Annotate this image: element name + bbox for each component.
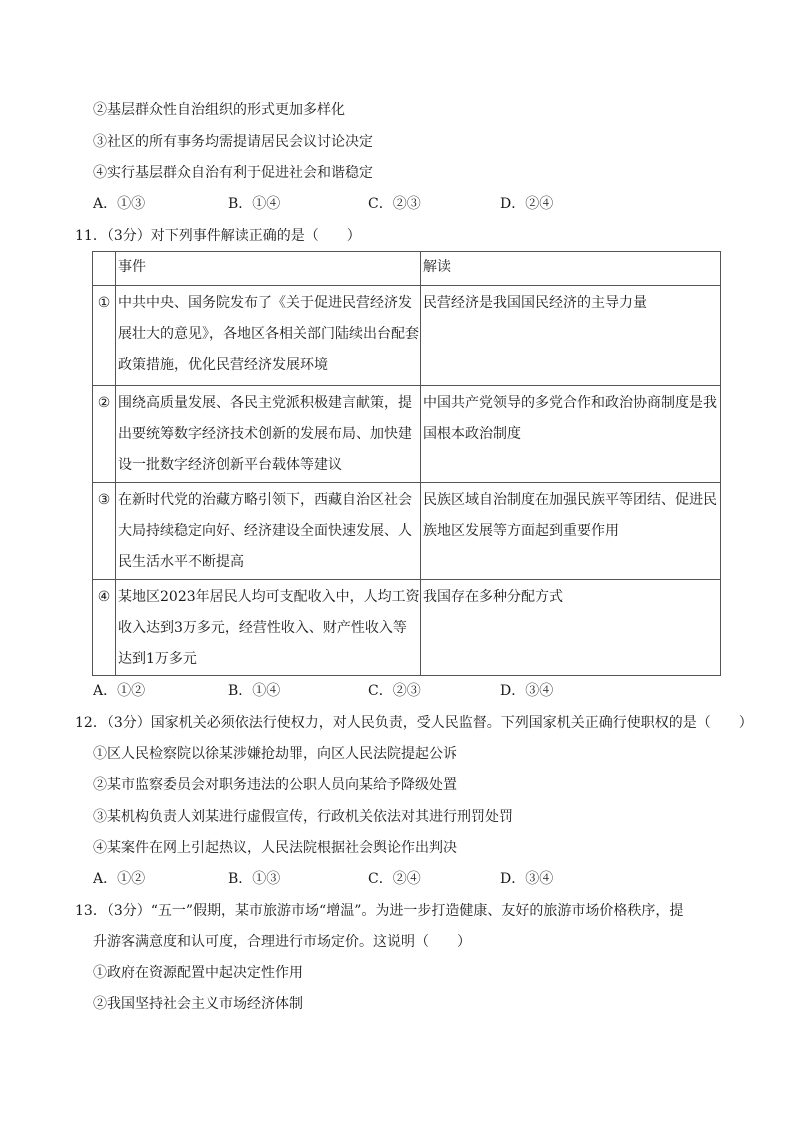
table-row [93,483,721,580]
q12-item-2: ②某市监察委员会对职务违法的公职人员向某给予降级处置 [93,777,457,793]
q12-option-b: B．①③ [228,871,281,887]
q11-option-a: A．①② [93,683,146,699]
q12-stem: 12．（3分）国家机关必须依法行使权力，对人民负责，受人民监督。下列国家机关正确行使职权的是（ ） [75,715,753,731]
q12-item-3: ③某机构负责人刘某进行虚假宣传，行政机关依法对其进行刑罚处罚 [93,809,513,825]
row-num: ③ [93,483,116,580]
q10-option-b: B．①④ [228,196,281,212]
q11-option-d: D．③④ [500,683,554,699]
table-header-row [93,252,721,286]
row-interpretation: 我国存在多种分配方式 [421,580,721,676]
row-num: ② [93,386,116,483]
q12-option-d: D．③④ [500,871,554,887]
q12-options [93,870,693,888]
header-num [93,252,116,286]
q13-stem-line2: 升游客满意度和认可度，合理进行市场定价。这说明（ ） [93,934,471,950]
q10-item-3: ③社区的所有事务均需提请居民会议讨论决定 [93,134,373,150]
q10-option-d: D．②④ [500,196,554,212]
q10-options [93,195,693,213]
header-interpretation: 解读 [421,252,721,286]
row-num: ① [93,286,116,386]
q12-item-1: ①区人民检察院以徐某涉嫌抢劫罪，向区人民法院提起公诉 [93,746,457,762]
q11-options [93,682,693,700]
row-event [116,286,421,386]
row-event: 某地区2023年居民人均可支配收入中，人均工资收入达到3万多元，经营性收入、财产性收入等达到1万多元 [116,580,421,676]
q11-option-c: C．②③ [368,683,421,699]
row-interpretation: 民营经济是我国国民经济的主导力量 [421,286,721,386]
table-row [93,580,721,676]
row-event: 在新时代党的治藏方略引领下，西藏自治区社会大局持续稳定向好、经济建设全面快速发展、人民生活水平不断提高 [116,483,421,580]
q11-option-b: B．①④ [228,683,281,699]
q13-item-1: ①政府在资源配置中起决定性作用 [93,965,303,981]
q10-item-4: ④实行基层群众自治有利于促进社会和谐稳定 [93,165,373,181]
q13-stem-line1: 13．（3分）“五一”假期，某市旅游市场“增温”。为进一步打造健康、友好的旅游市场价格秩序，提 [75,903,684,919]
row-interpretation: 中国共产党领导的多党合作和政治协商制度是我国根本政治制度 [421,386,721,483]
row-event: 围绕高质量发展、各民主党派积极建言献策，提出要统筹数字经济技术创新的发展布局、加快建设一批数字经济创新平台载体等建议 [116,386,421,483]
row-event-text: 中共中央、国务院发布了《关于促进民营经济发展壮大的意见》，各地区各相关部门陆续出台配套政策措施，优化民营经济发展环境 [118,295,419,373]
row-interpretation: 民族区域自治制度在加强民族平等团结、促进民族地区发展等方面起到重要作用 [421,483,721,580]
q11-table [92,251,721,676]
header-event: 事件 [116,252,421,286]
q10-item-2: ②基层群众性自治组织的形式更加多样化 [93,102,345,118]
q12-option-a: A．①② [93,871,146,887]
q10-option-a: A．①③ [93,196,146,212]
table-row [93,386,721,483]
q13-item-2: ②我国坚持社会主义市场经济体制 [93,996,303,1012]
table-row [93,286,721,386]
q12-item-4: ④某案件在网上引起热议，人民法院根据社会舆论作出判决 [93,840,457,856]
row-num: ④ [93,580,116,676]
q12-option-c: C．②④ [368,871,421,887]
q11-stem: 11．（3分）对下列事件解读正确的是（ ） [75,228,361,244]
q10-option-c: C．②③ [368,196,421,212]
